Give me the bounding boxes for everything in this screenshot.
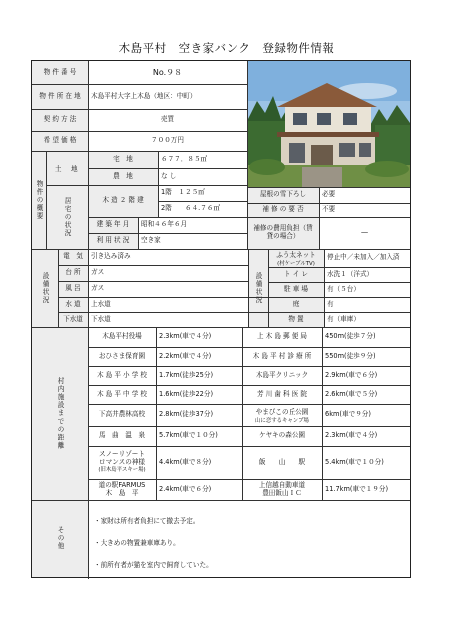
dist-row-7-left-name: スノーリゾート	[99, 450, 145, 459]
bath-label: 風 呂	[58, 281, 88, 297]
kitchen-label: 台 所	[58, 265, 88, 281]
storage-label: 物 置	[268, 312, 324, 327]
method-value: 売買	[160, 115, 175, 124]
cost-value: ―	[361, 228, 368, 237]
dist-row-8-left-dist: 2.4km(車で６分)	[159, 484, 212, 493]
house-label: 居宅の状況	[46, 185, 88, 249]
floor2-value: 2階 ６４.７６㎡	[161, 204, 221, 213]
price-label: 希 望 価 格	[32, 131, 88, 151]
built-value: 昭和４６年６月	[141, 220, 188, 229]
electric-label: 電 気	[58, 249, 88, 265]
dist-row-2-left-name: おひさま保育園	[98, 351, 146, 360]
dist-row-7-right-dist: 5.4km(車で１０分)	[325, 457, 384, 466]
dist-row-1-right-dist: 450m(徒歩７分)	[325, 332, 376, 341]
dist-row-4-right-name: 芳 川 歯 科 医 院	[256, 389, 308, 398]
farm-label: 農 地	[88, 168, 158, 185]
dist-row-1-right-name: 上 木 島 郵 便 局	[256, 332, 308, 341]
dist-row-1-left-name: 木島平村役場	[102, 332, 142, 341]
number-value: No.９８	[152, 67, 183, 77]
dist-row-3-left-name: 木 島 平 小 学 校	[96, 370, 148, 379]
dist-row-7-right-name: 飯 山 駅	[258, 457, 306, 466]
facilities-group-label: 設備状況	[32, 249, 58, 327]
dist-row-6-right-dist: 2.3km(車で４分)	[325, 431, 378, 440]
repair-label: 補 修 の 要 否	[247, 203, 319, 217]
dist-row-8-left-name: 道の駅FARMUS	[98, 480, 146, 489]
dist-row-5-right-sub: 山に恋するキャンプ場	[255, 418, 309, 424]
floor1-value: 1階 １２５㎡	[161, 188, 205, 197]
dist-row-5-left-dist: 2.8km(徒歩37分)	[159, 410, 214, 419]
dist-row-5-right-name: やまびこの丘公園	[255, 408, 309, 416]
bath-value: ガス	[91, 284, 105, 293]
dist-row-4-left-dist: 1.6km(徒歩22分)	[159, 389, 214, 398]
dist-row-3-left-dist: 1.7km(徒歩25分)	[159, 370, 214, 379]
storage-value: 有（車庫）	[327, 314, 360, 323]
dist-row-2-right-dist: 550m(徒歩９分)	[325, 351, 376, 360]
dist-row-4-right-dist: 2.6km(車で５分)	[325, 389, 378, 398]
dist-row-5-left-name: 下高井農林高校	[98, 410, 146, 419]
garden-value: 有	[327, 299, 334, 308]
number-label: 物 件 番 号	[32, 61, 88, 84]
sewer-value: 下水道	[91, 314, 111, 323]
dist-row-7-left-dist: 4.4km(車で８分)	[159, 457, 212, 466]
facilities-right-group-label: 設備状況	[248, 249, 268, 327]
dist-row-6-right-name: ケヤキの森公園	[258, 431, 306, 440]
house-photo	[247, 61, 410, 187]
dist-row-7-left-name-cell	[88, 446, 156, 479]
usage-value: 空き家	[141, 236, 161, 245]
structure-value: 木 造 ２ 階 建	[88, 185, 158, 217]
dist-row-4-left-name: 木 島 平 中 学 校	[96, 389, 148, 398]
other-label: その他	[32, 500, 88, 577]
other-notes	[94, 510, 404, 572]
other-note-2: ・大きめの物置兼車庫あり。	[94, 539, 180, 547]
snow-value: 必要	[322, 190, 336, 199]
cost-label: 補修の費用負担（賃貸の場合）	[247, 217, 319, 249]
other-note-3: ・前所有者が猫を室内で飼育していた。	[94, 561, 213, 569]
water-label: 水 道	[58, 297, 88, 312]
usage-label: 利 用 状 況	[88, 233, 138, 249]
kitchen-value: ガス	[91, 268, 105, 277]
parking-label: 駐 車 場	[268, 282, 324, 297]
repair-value: 不要	[322, 205, 336, 214]
page-title: 木島平村 空き家バンク 登録物件情報	[118, 41, 335, 55]
parking-value: 有（５台）	[327, 284, 360, 293]
method-label: 契 約 方 法	[32, 109, 88, 131]
net-value: 停止中／未加入／加入済	[327, 253, 400, 262]
dist-row-2-right-name: 木 島 平 村 診 療 所	[252, 351, 312, 360]
garden-label: 庭	[268, 297, 324, 312]
net-sub: (村ケーブルTV)	[277, 261, 315, 267]
sewer-label: 下水道	[58, 312, 88, 327]
dist-row-8-right-name: 上信越自動車道	[258, 480, 306, 489]
distances-group-label: 村内施設までの距離	[32, 327, 88, 500]
price-value: ７００万円	[151, 136, 184, 145]
residential-label: 宅 地	[88, 151, 158, 168]
net-label-cell	[268, 249, 324, 267]
address-value: 木島平村大字上木島（地区：中町）	[91, 91, 197, 100]
land-label: 土 地	[46, 151, 88, 185]
dist-row-6-left-name: 馬 曲 温 泉	[98, 431, 146, 440]
dist-row-7-left-sub: (旧木島平スキー場)	[98, 467, 146, 474]
dist-row-1-left-dist: 2.3km(車で４分)	[159, 332, 212, 341]
farm-value: な し	[161, 171, 177, 180]
toilet-label: ト イ レ	[268, 267, 324, 282]
property-sheet	[31, 60, 411, 578]
house-photo-image	[247, 61, 410, 187]
dist-row-5-right-name-cell	[242, 404, 322, 426]
dist-row-2-left-dist: 2.2km(車で４分)	[159, 351, 212, 360]
snow-label: 屋根の雪下ろし	[247, 187, 319, 203]
residential-value: ６７７．８５㎡	[161, 154, 208, 163]
net-label: ふう太ネット	[276, 251, 316, 259]
dist-row-7-left-name2: ロマンスの神様	[99, 458, 145, 467]
built-label: 建 築 年 月	[88, 217, 138, 233]
dist-row-8-left-name2: 木 島 平	[105, 488, 139, 497]
other-note-1: ・家財は所有者負担にて撤去予定。	[94, 517, 200, 525]
toilet-value: 水洗１（洋式）	[327, 269, 374, 278]
dist-row-8-right-name-cell	[242, 479, 322, 500]
dist-row-8-right-dist: 11.7km(車で１９分)	[325, 484, 389, 493]
dist-row-3-right-name: 木島平クリニック	[255, 370, 309, 379]
dist-row-5-right-dist: 6km(車で９分)	[325, 410, 371, 419]
overview-group-label: 物件の概要	[32, 151, 46, 249]
dist-row-8-left-name-cell	[88, 479, 156, 500]
electric-value: 引き込み済み	[91, 252, 131, 261]
water-value: 上水道	[91, 299, 111, 308]
address-label: 物 件 所 在 地	[32, 84, 88, 109]
dist-row-3-right-dist: 2.9km(車で６分)	[325, 370, 378, 379]
dist-row-8-right-name2: 豊田飯山ＩＣ	[262, 488, 302, 497]
dist-row-6-left-dist: 5.7km(車で１０分)	[159, 431, 218, 440]
